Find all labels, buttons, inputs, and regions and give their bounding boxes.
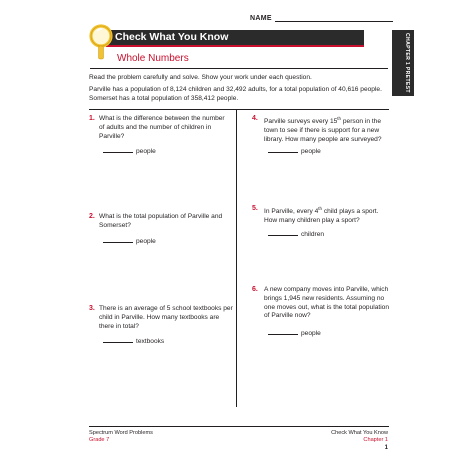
problem-2 bbox=[89, 213, 229, 231]
answer-unit: people bbox=[301, 330, 321, 337]
answer-blank[interactable] bbox=[103, 342, 133, 343]
problem-number: 5. bbox=[252, 205, 258, 212]
answer-1 bbox=[103, 148, 156, 155]
answer-blank[interactable] bbox=[268, 235, 298, 236]
answer-6 bbox=[268, 330, 321, 337]
answer-blank[interactable] bbox=[103, 242, 133, 243]
problem-4 bbox=[252, 115, 392, 145]
answer-unit: children bbox=[301, 231, 325, 238]
footer-grade: Grade 7 bbox=[89, 437, 110, 443]
answer-blank[interactable] bbox=[103, 152, 133, 153]
problem-passage: Parville has a population of 8,124 children and 32,492 adults, for a total population of 40,616 people. Somerset has a total population of 358,412 people. bbox=[89, 86, 382, 102]
answer-unit: people bbox=[136, 238, 156, 245]
answer-blank[interactable] bbox=[268, 152, 298, 153]
problem-text: There is an average of 5 school textbooks per child in Parville. How many textbooks are there in total? bbox=[99, 305, 233, 330]
problem-text: What is the difference between the number of adults and the number of children in Parville? bbox=[99, 115, 225, 140]
header-divider bbox=[90, 68, 388, 69]
problem-number: 3. bbox=[89, 305, 95, 312]
magnifying-glass-icon bbox=[86, 24, 116, 62]
name-label: NAME bbox=[250, 15, 272, 22]
passage-divider bbox=[89, 109, 389, 110]
problem-text: In Parville, every 4th child plays a sport. How many children play a sport? bbox=[264, 206, 379, 224]
footer-chapter: Chapter 1 bbox=[363, 437, 388, 443]
instructions: Read the problem carefully and solve. Show your work under each question. bbox=[89, 74, 312, 81]
footer-rule bbox=[89, 426, 389, 427]
problem-1 bbox=[89, 115, 229, 141]
chapter-side-tab-label: CHAPTER 1 PRETEST bbox=[404, 33, 410, 93]
answer-2 bbox=[103, 238, 156, 245]
answer-blank[interactable] bbox=[268, 334, 298, 335]
problem-text: Parville surveys every 15th person in the town to see if there is support for a new library. How many people are surveyed? bbox=[264, 116, 382, 143]
page-number: 1 bbox=[384, 445, 388, 451]
problem-number: 2. bbox=[89, 213, 95, 220]
page-title: Check What You Know bbox=[115, 31, 229, 43]
problem-3 bbox=[89, 305, 234, 331]
footer-section-title: Check What You Know bbox=[331, 430, 388, 436]
footer-book-title: Spectrum Word Problems bbox=[89, 430, 153, 436]
column-divider bbox=[236, 109, 237, 407]
problem-number: 4. bbox=[252, 115, 258, 122]
problem-6 bbox=[252, 286, 392, 321]
problem-text: A new company moves into Parville, which brings 1,945 new residents. Assuming no one moves out, what is the total population of Parville now? bbox=[264, 286, 389, 320]
answer-unit: textbooks bbox=[136, 338, 165, 345]
answer-unit: people bbox=[301, 148, 321, 155]
answer-4 bbox=[268, 148, 321, 155]
name-blank-line bbox=[275, 21, 393, 22]
problem-text: What is the total population of Parville and Somerset? bbox=[99, 213, 223, 229]
answer-3 bbox=[103, 338, 164, 345]
problem-number: 1. bbox=[89, 115, 95, 122]
answer-5 bbox=[268, 231, 324, 238]
title-red-rule bbox=[106, 45, 364, 47]
page-subtitle: Whole Numbers bbox=[117, 53, 189, 64]
problem-number: 6. bbox=[252, 286, 258, 293]
answer-unit: people bbox=[136, 148, 156, 155]
problem-5 bbox=[252, 205, 392, 226]
